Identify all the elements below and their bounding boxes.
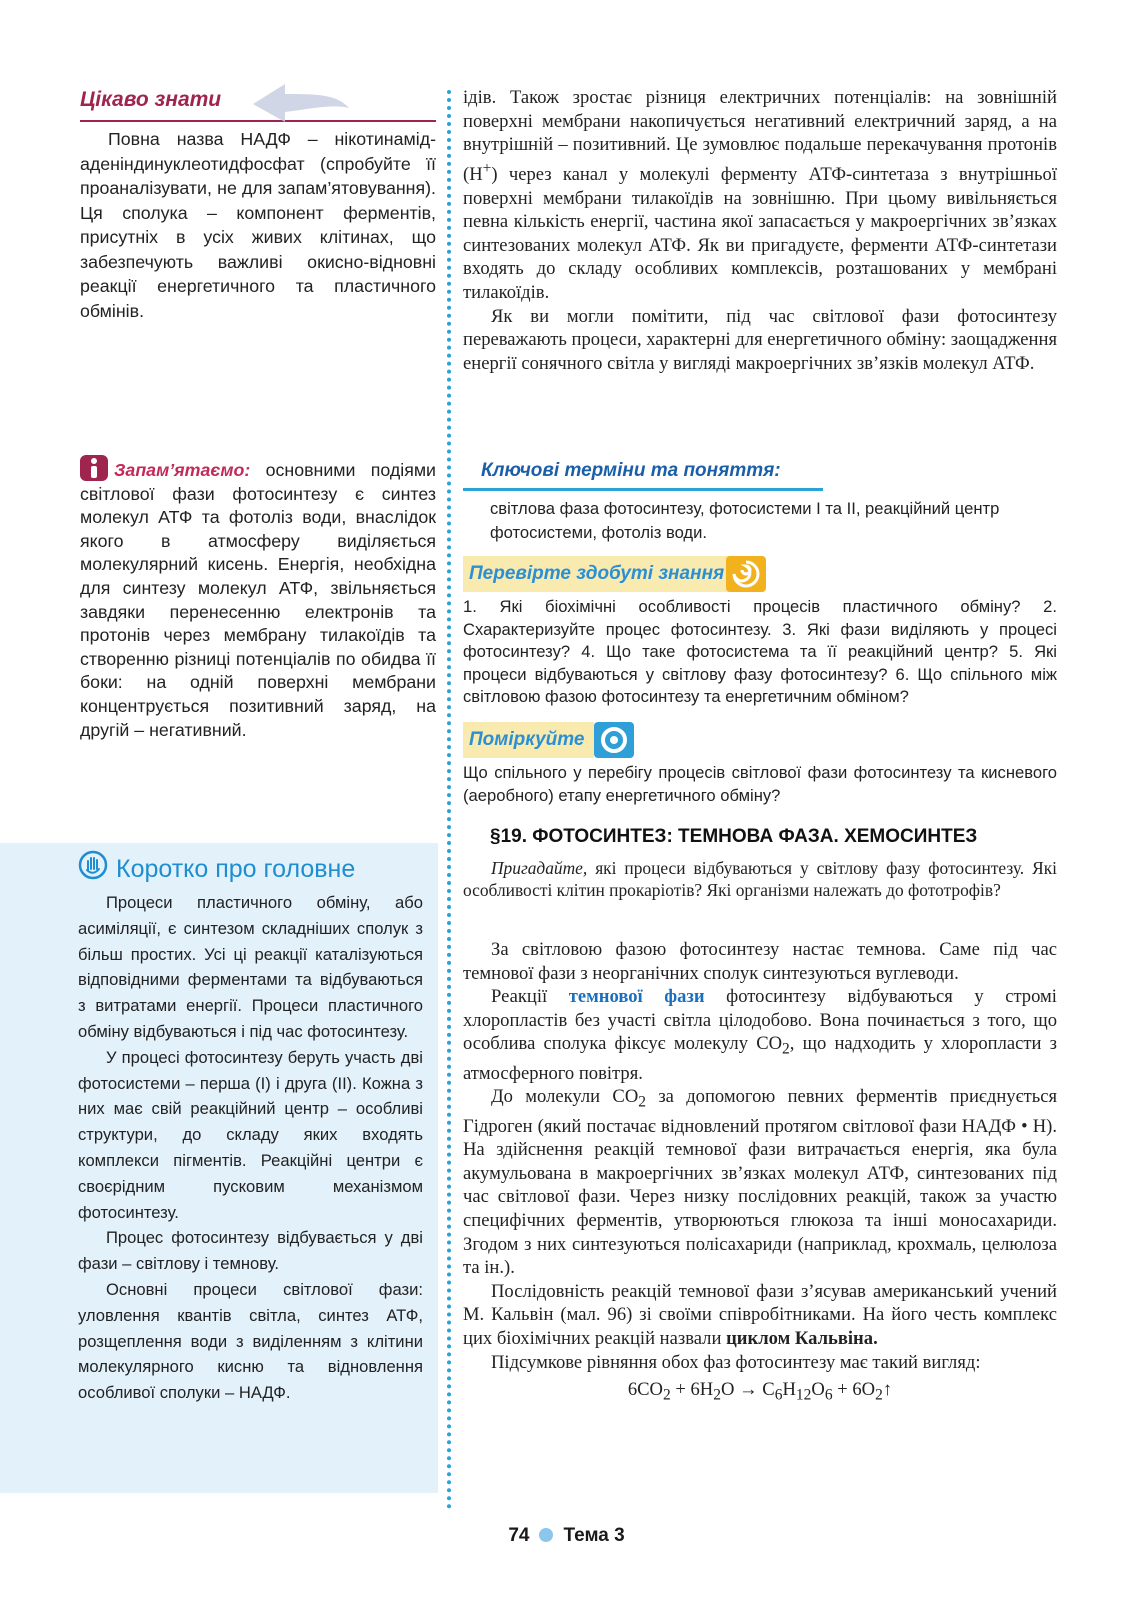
photosynthesis-equation: $6СО_2 + 6Н_2О \to С_6Н_{12}О_6$ + $6О_2↑$ bbox=[627, 1379, 893, 1404]
summary-text bbox=[78, 890, 423, 1406]
think-icon bbox=[594, 722, 634, 758]
paragraph: Як ви могли помітити, під час світлової фази фотосинтезу переважають процеси, характерні для енергетичного обміну: заощадження енергії сонячного світла у вигляді макроергічних зв’язків молекул АТФ. bbox=[463, 305, 1058, 374]
interesting-title: Цікаво знати bbox=[80, 88, 222, 111]
section-body bbox=[463, 938, 1057, 1407]
calvin-cycle: циклом Кальвіна. bbox=[726, 1327, 878, 1349]
remember-block bbox=[80, 455, 436, 742]
paragraph: ідів. Також зростає різниця електричних потенціалів: на зовнішній поверхні мембрани накопичується негативний електричний заряд, а на внутрішній – позитивний. Це зумовлює подальше перекачування протонів (Н+) через канал у молекулі ферменту АТФ-синтетаза з внутрішньої поверхні мембрани тилакоїдів на зовнішню. При цьому вивільняється певна кількість енергії, частина якої запасається у макроергічних зв’язках синтезованих молекул АТФ. Як ви пригадуєте, ферменти АТФ-синтетази входять до складу особливих комплексів, розташованих у мембрані тилакоїдів. bbox=[463, 87, 1057, 303]
paragraph: Послідовність реакцій темнової фази з’ясував американський учений М. Кальвін (мал. 96) зі своїми співробітниками. На його честь комплекс цих біохімічних реакцій назвали циклом Кальвіна. bbox=[463, 1280, 1057, 1349]
paragraph: До молекули $СО_2$ за допомогою певних ферментів приєднується Гідроген (який постачає відновлений протягом світлової фази НАДФ • Н). На здійснення реакцій темнової фази витрачається енергія, яка була акумульована в макроергічних зв’язках молекул АТФ, синтезованих під час світлової фази. Через низку послідовних реакцій, також за участю специфічних ферментів, утворюються глюкоза та інші моносахариди. Згодом з них синтезуються полісахариди (наприклад, крохмаль, целюлоза та ін.). bbox=[463, 1086, 1057, 1279]
section-number: §19. bbox=[490, 826, 527, 847]
column-divider bbox=[447, 90, 451, 1510]
section-title: ФОТОСИНТЕЗ: ТЕМНОВА ФАЗА. ХЕМОСИНТЕЗ bbox=[532, 826, 978, 847]
arrow-back-icon bbox=[245, 78, 355, 128]
summary-paragraph: Основні процеси світлової фази: уловлення квантів світла, синтез АТФ, розщеплення води з виділенням з клітини молекулярного кисню та відновлення особливої сполуки – НАДФ. bbox=[78, 1279, 423, 1403]
key-terms-text: світлова фаза фотосинтезу, фотосистеми І та ІІ, реакційний центр фотосистеми, фотоліз води. bbox=[490, 499, 1000, 542]
check-knowledge-text: 1. Які біохімічні особливості процесів пластичного обміну? 2. Схарактеризуйте процес фотосинтезу. 3. Які фази виділяють у процесі фотосинтезу? 4. Що таке фотосистема та її реакційний центр? 5. Які процеси відбуваються у світлову фазу фотосинтезу? 6. Що спільного між світловою фазою фотосинтезу та енергетичним обміном? bbox=[463, 597, 1057, 707]
summary-paragraph: У процесі фотосинтезу беруть участь дві фотосистеми – перша (І) і друга (ІІ). Кожна з них має свій реакційний центр – особливі структури, до складу яких входять комплекси пігментів. Реакційні центри є своєрідним пусковим механізмом фотосинтезу. bbox=[78, 1047, 423, 1222]
paragraph: За світловою фазою фотосинтезу настає темнова. Саме під час темнової фази з неорганічних сполук синтезуються вуглеводи. bbox=[463, 939, 1057, 984]
topic-label: Тема 3 bbox=[563, 1525, 625, 1546]
section-heading bbox=[490, 826, 977, 848]
hand-icon bbox=[78, 850, 108, 880]
recall-text: які процеси відбуваються у світлову фазу фотосинтезу. Які особливості клітин прокаріотів? Які організми належать до фототрофів? bbox=[463, 858, 1057, 900]
bullet-dot-icon bbox=[539, 1528, 553, 1542]
remember-text: основними подіями світлової фази фотосинтезу є синтез молекул АТФ та фотоліз води, внаслідок якого в атмосферу виділяється молекулярний кисень. Енергія, необхідна для синтезу молекул АТФ, звільняється завдяки перенесенню електронів та протонів через мембрану тилакоїдів та створенню різниці потенціалів по обидва її боки: на одній поверхні мембрани концентрується позитивний заряд, на другій – негативний. bbox=[80, 460, 436, 740]
page-number: 74 bbox=[508, 1525, 530, 1546]
spiral-icon bbox=[726, 556, 766, 592]
check-knowledge-title: Перевірте здобуті знання bbox=[463, 556, 729, 592]
summary-title-text: Коротко про головне bbox=[116, 855, 356, 883]
paragraph: Реакції темнової фази фотосинтезу відбуваються у стромі хлоропластів без участі світла цілодобово. Вона починається з того, що особлива сполука фіксує молекулу $СО_2$, що надходить у хлоропласти з атмосферного повітря. bbox=[463, 986, 1057, 1084]
interesting-text: Повна назва НАДФ – нікотинамід-аденіндинуклеотидфосфат (спробуйте її проаналізувати, не для запам’ятовування). Ця сполука – компонент ферментів, присутніх в усіх живих клітинах, що забезпечують важливі окисно-відновні реакції енергетичного та пластичного обмінів. bbox=[80, 129, 436, 321]
summary-paragraph: Процес фотосинтезу відбувається у дві фази – світлову і темнову. bbox=[78, 1228, 423, 1274]
paragraph: Підсумкове рівняння обох фаз фотосинтезу має такий вигляд: bbox=[491, 1351, 981, 1373]
summary-paragraph: Процеси пластичного обміну, або асиміляції, є синтезом складніших сполук з більш простих. Усі ці реакції каталізуються відповідними ферментами та відбуваються з витратами енергії. Процеси пластичного обміну відбуваються і під час фотосинтезу. bbox=[78, 893, 423, 1041]
page-footer bbox=[0, 1525, 1133, 1547]
think-title: Поміркуйте bbox=[463, 722, 594, 758]
right-top-text bbox=[463, 86, 1057, 375]
recall-lead: Пригадайте, bbox=[491, 858, 588, 878]
think-text: Що спільного у перебігу процесів світлової фази фотосинтезу та кисневого (аеробного) етапу енергетичного обміну? bbox=[463, 763, 1057, 805]
key-terms-header bbox=[463, 460, 823, 491]
info-icon bbox=[80, 455, 108, 481]
term-dark-phase: темнової фази bbox=[568, 986, 705, 1008]
recall-block bbox=[463, 858, 1057, 901]
key-terms-title: Ключові терміни та поняття: bbox=[481, 460, 781, 481]
remember-label: Запам’ятаємо: bbox=[114, 460, 251, 480]
interesting-header bbox=[80, 86, 436, 122]
summary-title bbox=[78, 850, 355, 884]
